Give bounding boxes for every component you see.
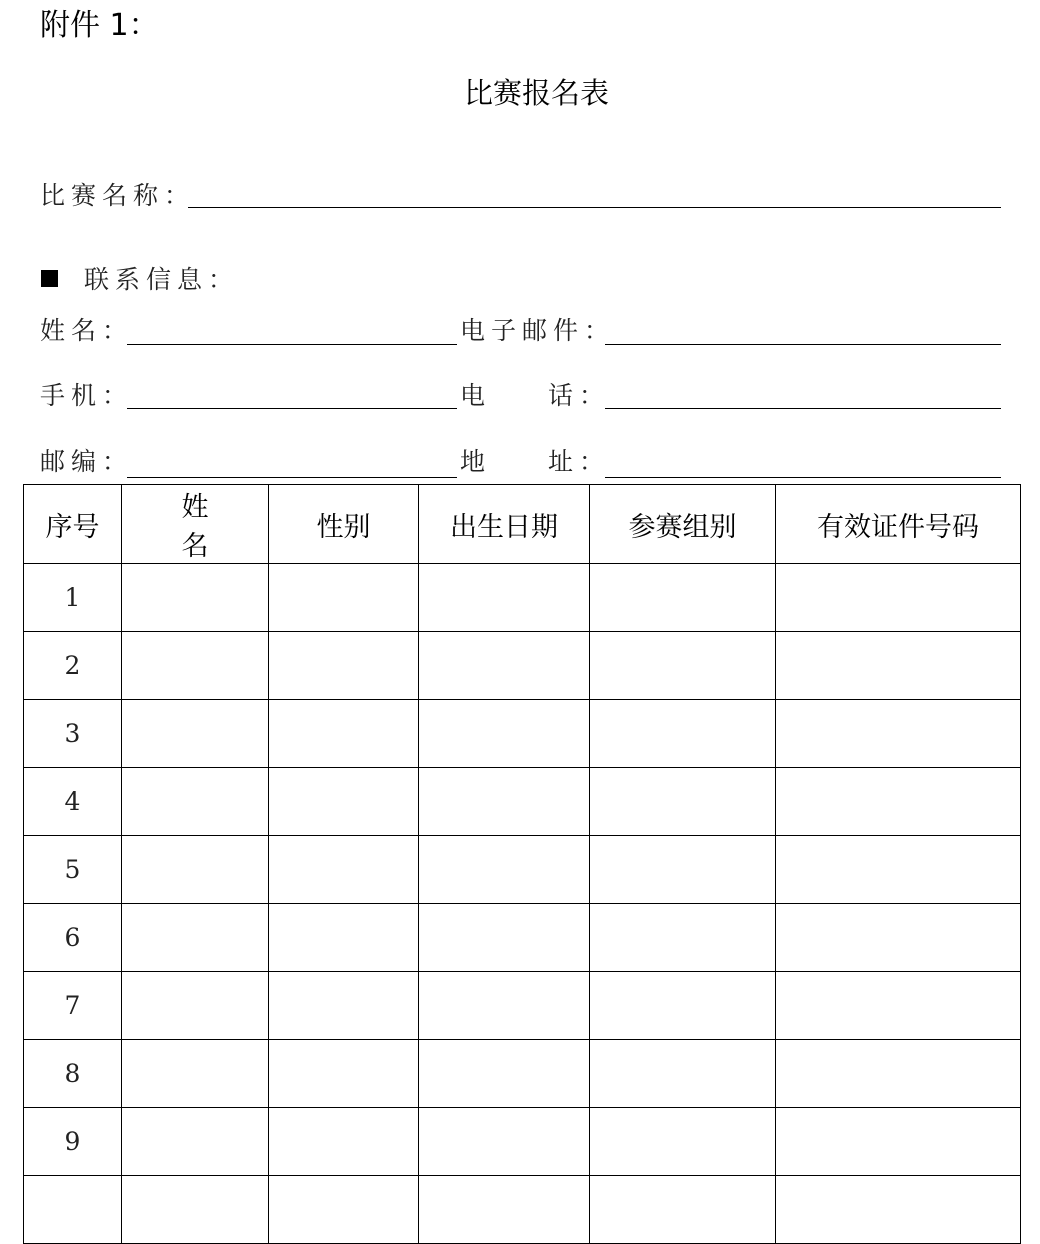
table-row	[24, 632, 1021, 700]
gender-cell[interactable]	[269, 972, 419, 1040]
id-number-cell[interactable]	[776, 768, 1021, 836]
gender-cell[interactable]	[269, 1040, 419, 1108]
table-row	[24, 1040, 1021, 1108]
row-number: 6	[24, 904, 122, 972]
header-birthdate: 出生日期	[419, 485, 590, 564]
address-label-right: 址：	[548, 447, 611, 476]
competition-name-field[interactable]	[188, 207, 1001, 208]
group-cell[interactable]	[590, 904, 776, 972]
table-row	[24, 1176, 1021, 1244]
id-number-cell[interactable]	[776, 1108, 1021, 1176]
row-number: 7	[24, 972, 122, 1040]
group-cell[interactable]	[590, 1108, 776, 1176]
id-number-cell[interactable]	[776, 972, 1021, 1040]
birthdate-cell[interactable]	[419, 836, 590, 904]
birthdate-cell[interactable]	[419, 904, 590, 972]
address-field[interactable]	[605, 477, 1001, 478]
mobile-field[interactable]	[127, 408, 457, 409]
name-label: 姓名：	[40, 316, 134, 345]
birthdate-cell[interactable]	[419, 972, 590, 1040]
gender-cell[interactable]	[269, 564, 419, 632]
attachment-label: 附件 1：	[40, 8, 159, 43]
id-number-cell[interactable]	[776, 904, 1021, 972]
postcode-label: 邮编：	[40, 447, 134, 476]
row-number: 3	[24, 700, 122, 768]
gender-cell[interactable]	[269, 1176, 419, 1244]
header-id-number: 有效证件号码	[776, 485, 1021, 564]
row-number: 1	[24, 564, 122, 632]
gender-cell[interactable]	[269, 700, 419, 768]
table-row	[24, 564, 1021, 632]
name-cell[interactable]	[122, 700, 269, 768]
name-cell[interactable]	[122, 904, 269, 972]
id-number-cell[interactable]	[776, 564, 1021, 632]
id-number-cell[interactable]	[776, 1176, 1021, 1244]
birthdate-cell[interactable]	[419, 700, 590, 768]
form-title: 比赛报名表	[463, 76, 609, 110]
birthdate-cell[interactable]	[419, 1040, 590, 1108]
phone-label-right: 话：	[548, 381, 611, 410]
birthdate-cell[interactable]	[419, 1176, 590, 1244]
group-cell[interactable]	[590, 836, 776, 904]
phone-label-left: 电	[460, 381, 492, 410]
gender-cell[interactable]	[269, 904, 419, 972]
address-label-left: 地	[460, 447, 492, 476]
group-cell[interactable]	[590, 632, 776, 700]
birthdate-cell[interactable]	[419, 632, 590, 700]
name-cell[interactable]	[122, 836, 269, 904]
group-cell[interactable]	[590, 972, 776, 1040]
email-field[interactable]	[605, 344, 1001, 345]
id-number-cell[interactable]	[776, 836, 1021, 904]
name-cell[interactable]	[122, 632, 269, 700]
row-number: 9	[24, 1108, 122, 1176]
group-cell[interactable]	[590, 700, 776, 768]
name-cell[interactable]	[122, 564, 269, 632]
postcode-field[interactable]	[127, 477, 457, 478]
header-gender: 性别	[269, 485, 419, 564]
table-header-row	[24, 485, 1021, 564]
group-cell[interactable]	[590, 768, 776, 836]
id-number-cell[interactable]	[776, 632, 1021, 700]
contact-info-heading: 联系信息：	[84, 265, 240, 294]
registration-table	[23, 484, 1021, 1244]
birthdate-cell[interactable]	[419, 564, 590, 632]
row-number: 2	[24, 632, 122, 700]
email-label: 电子邮件：	[460, 316, 616, 345]
group-cell[interactable]	[590, 1176, 776, 1244]
id-number-cell[interactable]	[776, 700, 1021, 768]
id-number-cell[interactable]	[776, 1040, 1021, 1108]
row-number: 8	[24, 1040, 122, 1108]
gender-cell[interactable]	[269, 836, 419, 904]
name-field[interactable]	[127, 344, 457, 345]
bullet-square-icon	[41, 270, 58, 287]
table-row	[24, 836, 1021, 904]
mobile-label: 手机：	[40, 381, 134, 410]
group-cell[interactable]	[590, 1040, 776, 1108]
name-cell[interactable]	[122, 972, 269, 1040]
table-row	[24, 768, 1021, 836]
row-number: 5	[24, 836, 122, 904]
name-cell[interactable]	[122, 1040, 269, 1108]
table-row	[24, 972, 1021, 1040]
birthdate-cell[interactable]	[419, 768, 590, 836]
header-seq: 序号	[24, 485, 122, 564]
table-row	[24, 1108, 1021, 1176]
row-number	[24, 1176, 122, 1244]
header-name: 姓 名	[122, 485, 269, 564]
gender-cell[interactable]	[269, 768, 419, 836]
phone-field[interactable]	[605, 408, 1001, 409]
table-row	[24, 700, 1021, 768]
name-cell[interactable]	[122, 768, 269, 836]
row-number: 4	[24, 768, 122, 836]
group-cell[interactable]	[590, 564, 776, 632]
competition-name-label: 比赛名称：	[40, 181, 196, 210]
gender-cell[interactable]	[269, 1108, 419, 1176]
birthdate-cell[interactable]	[419, 1108, 590, 1176]
name-cell[interactable]	[122, 1176, 269, 1244]
header-group: 参赛组别	[590, 485, 776, 564]
name-cell[interactable]	[122, 1108, 269, 1176]
table-row	[24, 904, 1021, 972]
gender-cell[interactable]	[269, 632, 419, 700]
